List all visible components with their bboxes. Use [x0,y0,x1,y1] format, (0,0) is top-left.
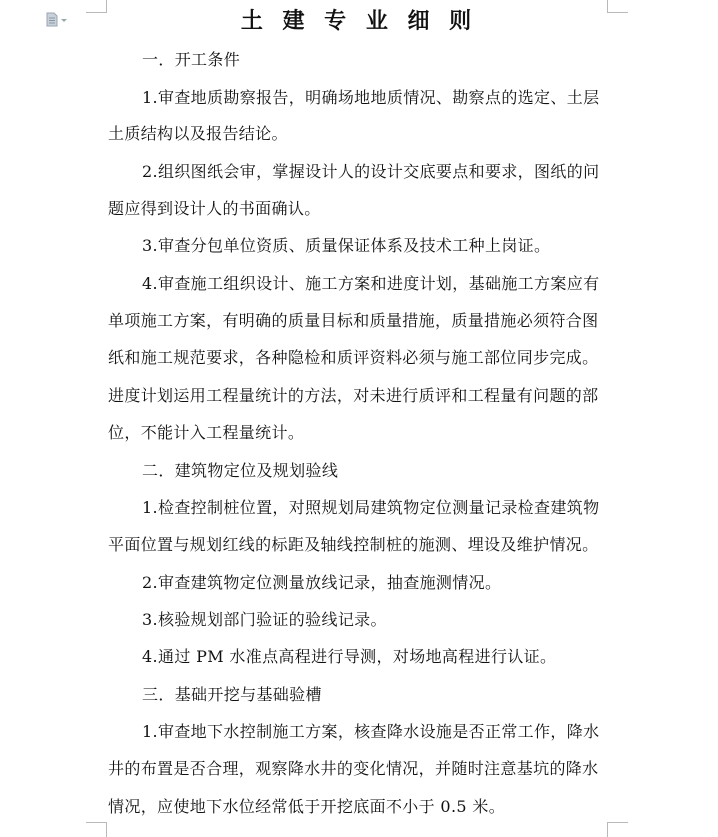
paragraph-line: 平面位置与规划红线的标距及轴线控制桩的施测、埋设及维护情况。 [108,535,599,554]
paragraph-line: 题应得到设计人的书面确认。 [108,199,321,218]
section-heading: 一．开工条件 [142,50,241,69]
paragraph-line: 3.审查分包单位资质、质量保证体系及技术工种上岗证。 [142,236,551,255]
paragraph-line: 3.核验规划部门验证的验线记录。 [142,610,387,629]
paragraph-line: 2.审查建筑物定位测量放线记录，抽查施测情况。 [142,573,502,592]
paragraph-line: 进度计划运用工程量统计的方法，对未进行质评和工程量有问题的部 [108,386,599,405]
document-title: 土 建 专 业 细 则 [240,8,478,34]
paragraph-line: 单项施工方案，有明确的质量目标和质量措施，质量措施必须符合图 [108,311,599,330]
paragraph-line: 土质结构以及报告结论。 [108,124,288,143]
paragraph-line: 情况，应使地下水位经常低于开挖底面不小于 0.5 米。 [108,797,506,816]
page-corner-mark [86,822,107,837]
paragraph-line: 2.组织图纸会审，掌握设计人的设计交底要点和要求，图纸的问 [142,162,600,181]
paragraph-line: 1.检查控制桩位置，对照规划局建筑物定位测量记录检查建筑物 [142,498,600,517]
section-heading: 二．建筑物定位及规划验线 [142,461,339,480]
paragraph-line: 1.审查地下水控制施工方案，核查降水设施是否正常工作，降水 [142,722,600,741]
section-heading: 三．基础开挖与基础验槽 [142,685,322,704]
paragraph-line: 4.审查施工组织设计、施工方案和进度计划，基础施工方案应有 [142,274,600,293]
paragraph-line: 4.通过 PM 水准点高程进行导测，对场地高程进行认证。 [142,647,557,666]
paragraph-line: 位，不能计入工程量统计。 [108,423,305,442]
paragraph-line: 1.审查地质勘察报告，明确场地地质情况、勘察点的选定、土层 [142,88,600,107]
paragraph-line: 井的布置是否合理，观察降水井的变化情况，并随时注意基坑的降水 [108,759,599,778]
page-corner-mark [607,822,628,837]
paragraph-line: 纸和施工规范要求，各种隐检和质评资料必须与施工部位同步完成。 [108,348,599,367]
